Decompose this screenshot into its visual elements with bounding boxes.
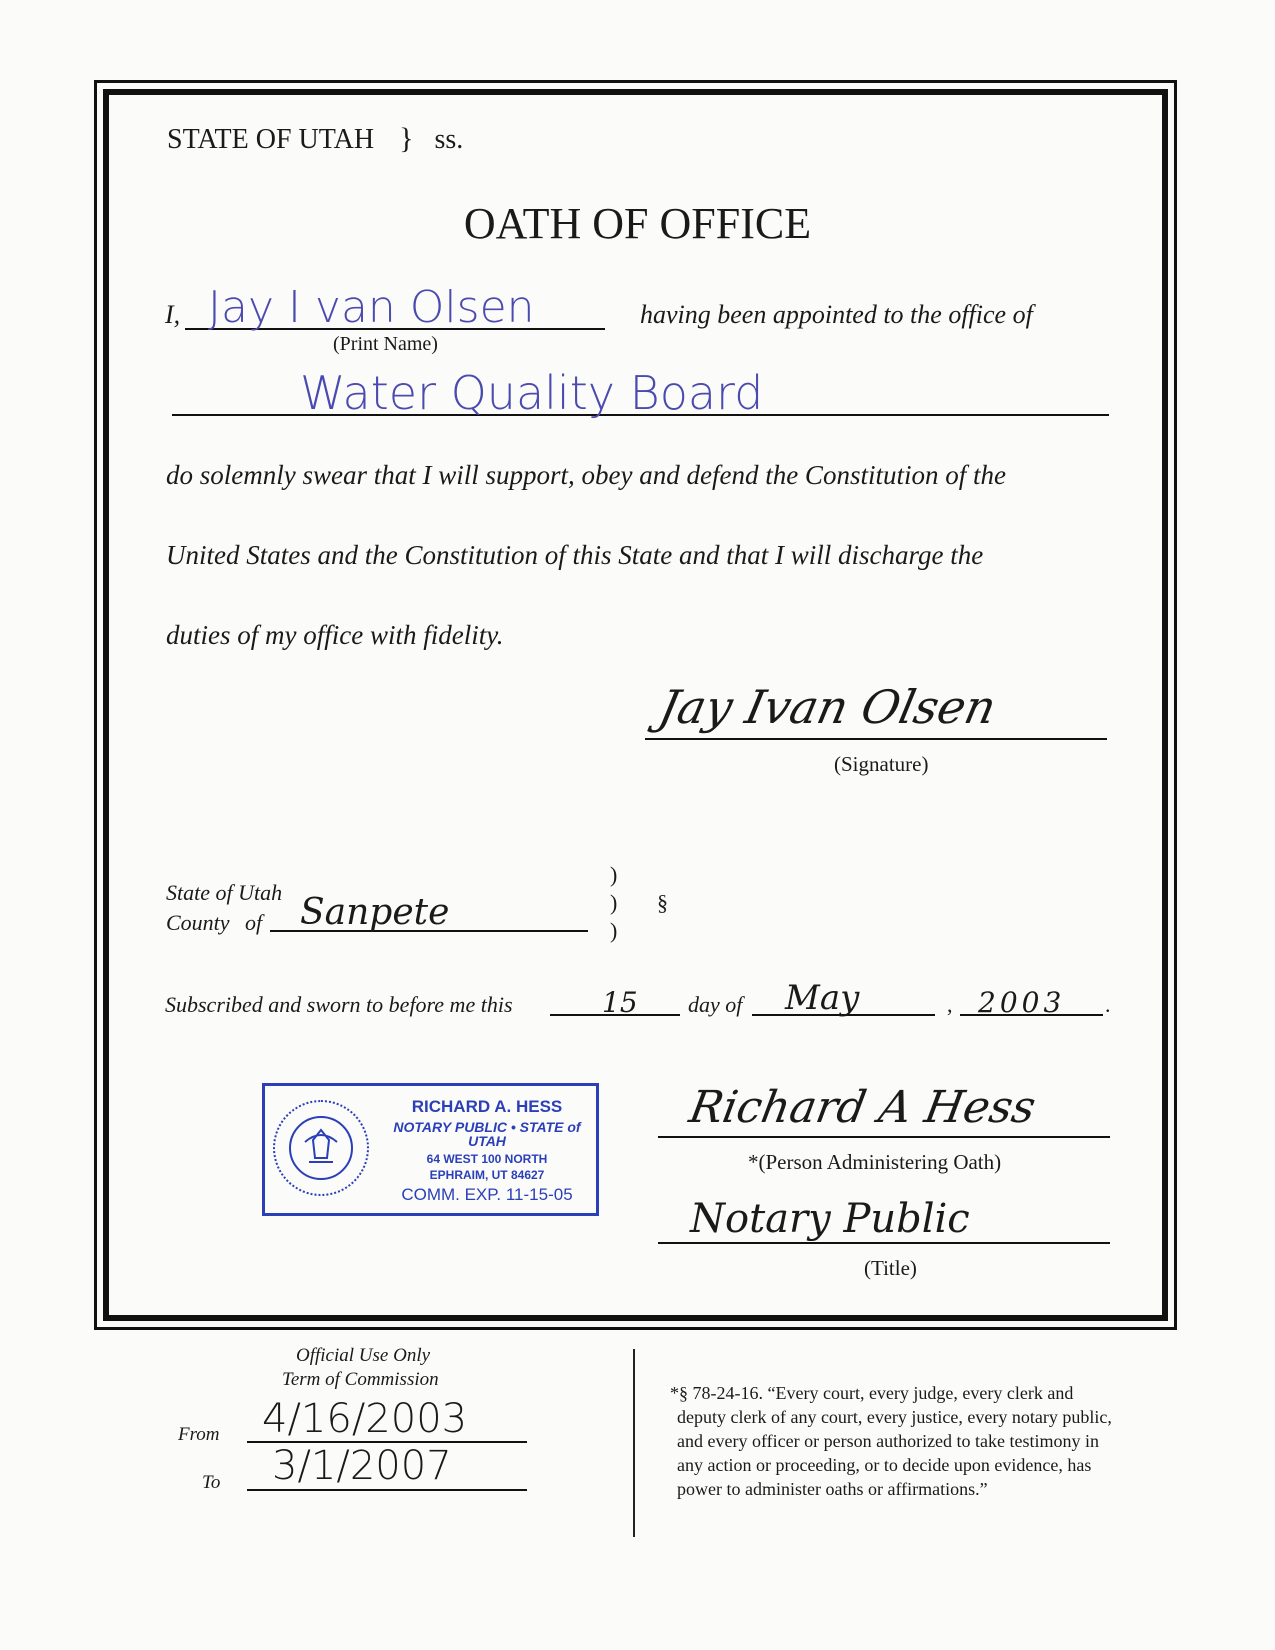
month-handwritten: May [785,978,860,1018]
official-use-heading: Official Use Only [296,1345,431,1366]
term-heading: Term of Commission [282,1369,439,1390]
seal-center [289,1116,353,1180]
footnote [670,1381,1112,1501]
notary-address-1: 64 WEST 100 NORTH [426,1152,548,1166]
county-handwritten: Sanpete [300,892,450,933]
notary-address-2: EPHRAIM, UT 84627 [429,1168,545,1182]
oath-line-1: do solemnly swear that I will support, obey and defend the Constitution of the [166,460,1006,490]
page-title: OATH OF OFFICE [463,199,812,248]
notary-title: NOTARY PUBLIC • STATE of UTAH [393,1119,581,1149]
to-label: To [202,1472,221,1493]
signature-handwritten: Jay Ivan Olsen [654,680,1001,734]
year-period: . [1105,992,1111,1017]
office-handwritten: Water Quality Board [300,366,764,420]
notary-commission: COMM. EXP. 11-15-05 [401,1185,573,1204]
footnote-line: *§ 78-24-16. “Every court, every judge, every clerk and [670,1383,1074,1403]
venue-county-label: County of [166,910,263,935]
i-prefix: I, [165,300,181,329]
paren-1: ) [610,862,618,887]
brace: } [399,122,414,155]
from-label: From [178,1424,220,1445]
state-line: STATE OF UTAH [167,124,375,155]
appointed-text: having been appointed to the office of [640,300,1033,329]
beehive-eagle-icon [291,1118,351,1178]
administering-signature-line [658,1136,1110,1138]
paren-3: ) [610,918,618,943]
subscribed-prefix: Subscribed and sworn to before me this [165,992,513,1017]
state-seal [273,1100,369,1196]
administering-caption: *(Person Administering Oath) [748,1150,1002,1174]
ss-label: ss. [434,124,464,155]
venue-state-label: State of Utah [166,880,283,905]
year-handwritten: 2003 [978,986,1066,1019]
footnote-line: power to administer oaths or affirmations.” [677,1479,988,1499]
section-symbol: § [657,890,668,915]
stamp-text [377,1098,597,1203]
administering-signature-handwritten: Richard A Hess [685,1082,1040,1133]
day-handwritten: 15 [602,986,638,1019]
printed-name-handwritten: Jay I van Olsen [208,282,535,333]
notary-stamp [262,1083,599,1216]
notary-name: RICHARD A. HESS [411,1097,563,1116]
footer-divider [633,1349,635,1537]
footnote-line: deputy clerk of any court, every justice, every notary public, [677,1407,1112,1427]
from-handwritten: 4/16/2003 [262,1396,468,1442]
print-name-caption: (Print Name) [333,333,438,355]
to-line [247,1489,527,1491]
title-handwritten: Notary Public [690,1196,970,1242]
signature-caption: (Signature) [834,752,929,776]
state-header [167,122,463,156]
title-line [658,1242,1110,1244]
oath-line-3: duties of my office with fidelity. [166,620,504,650]
footnote-line: any action or proceeding, or to decide upon evidence, has [677,1455,1092,1475]
to-handwritten: 3/1/2007 [272,1443,452,1489]
day-of-label: day of [688,992,743,1017]
paren-2: ) [610,890,618,915]
signature-line [645,738,1107,740]
year-comma: , [947,992,953,1017]
footnote-line: and every officer or person authorized to take testimony in [677,1431,1100,1451]
title-caption: (Title) [864,1256,917,1280]
oath-line-2: United States and the Constitution of this State and that I will discharge the [166,540,984,570]
